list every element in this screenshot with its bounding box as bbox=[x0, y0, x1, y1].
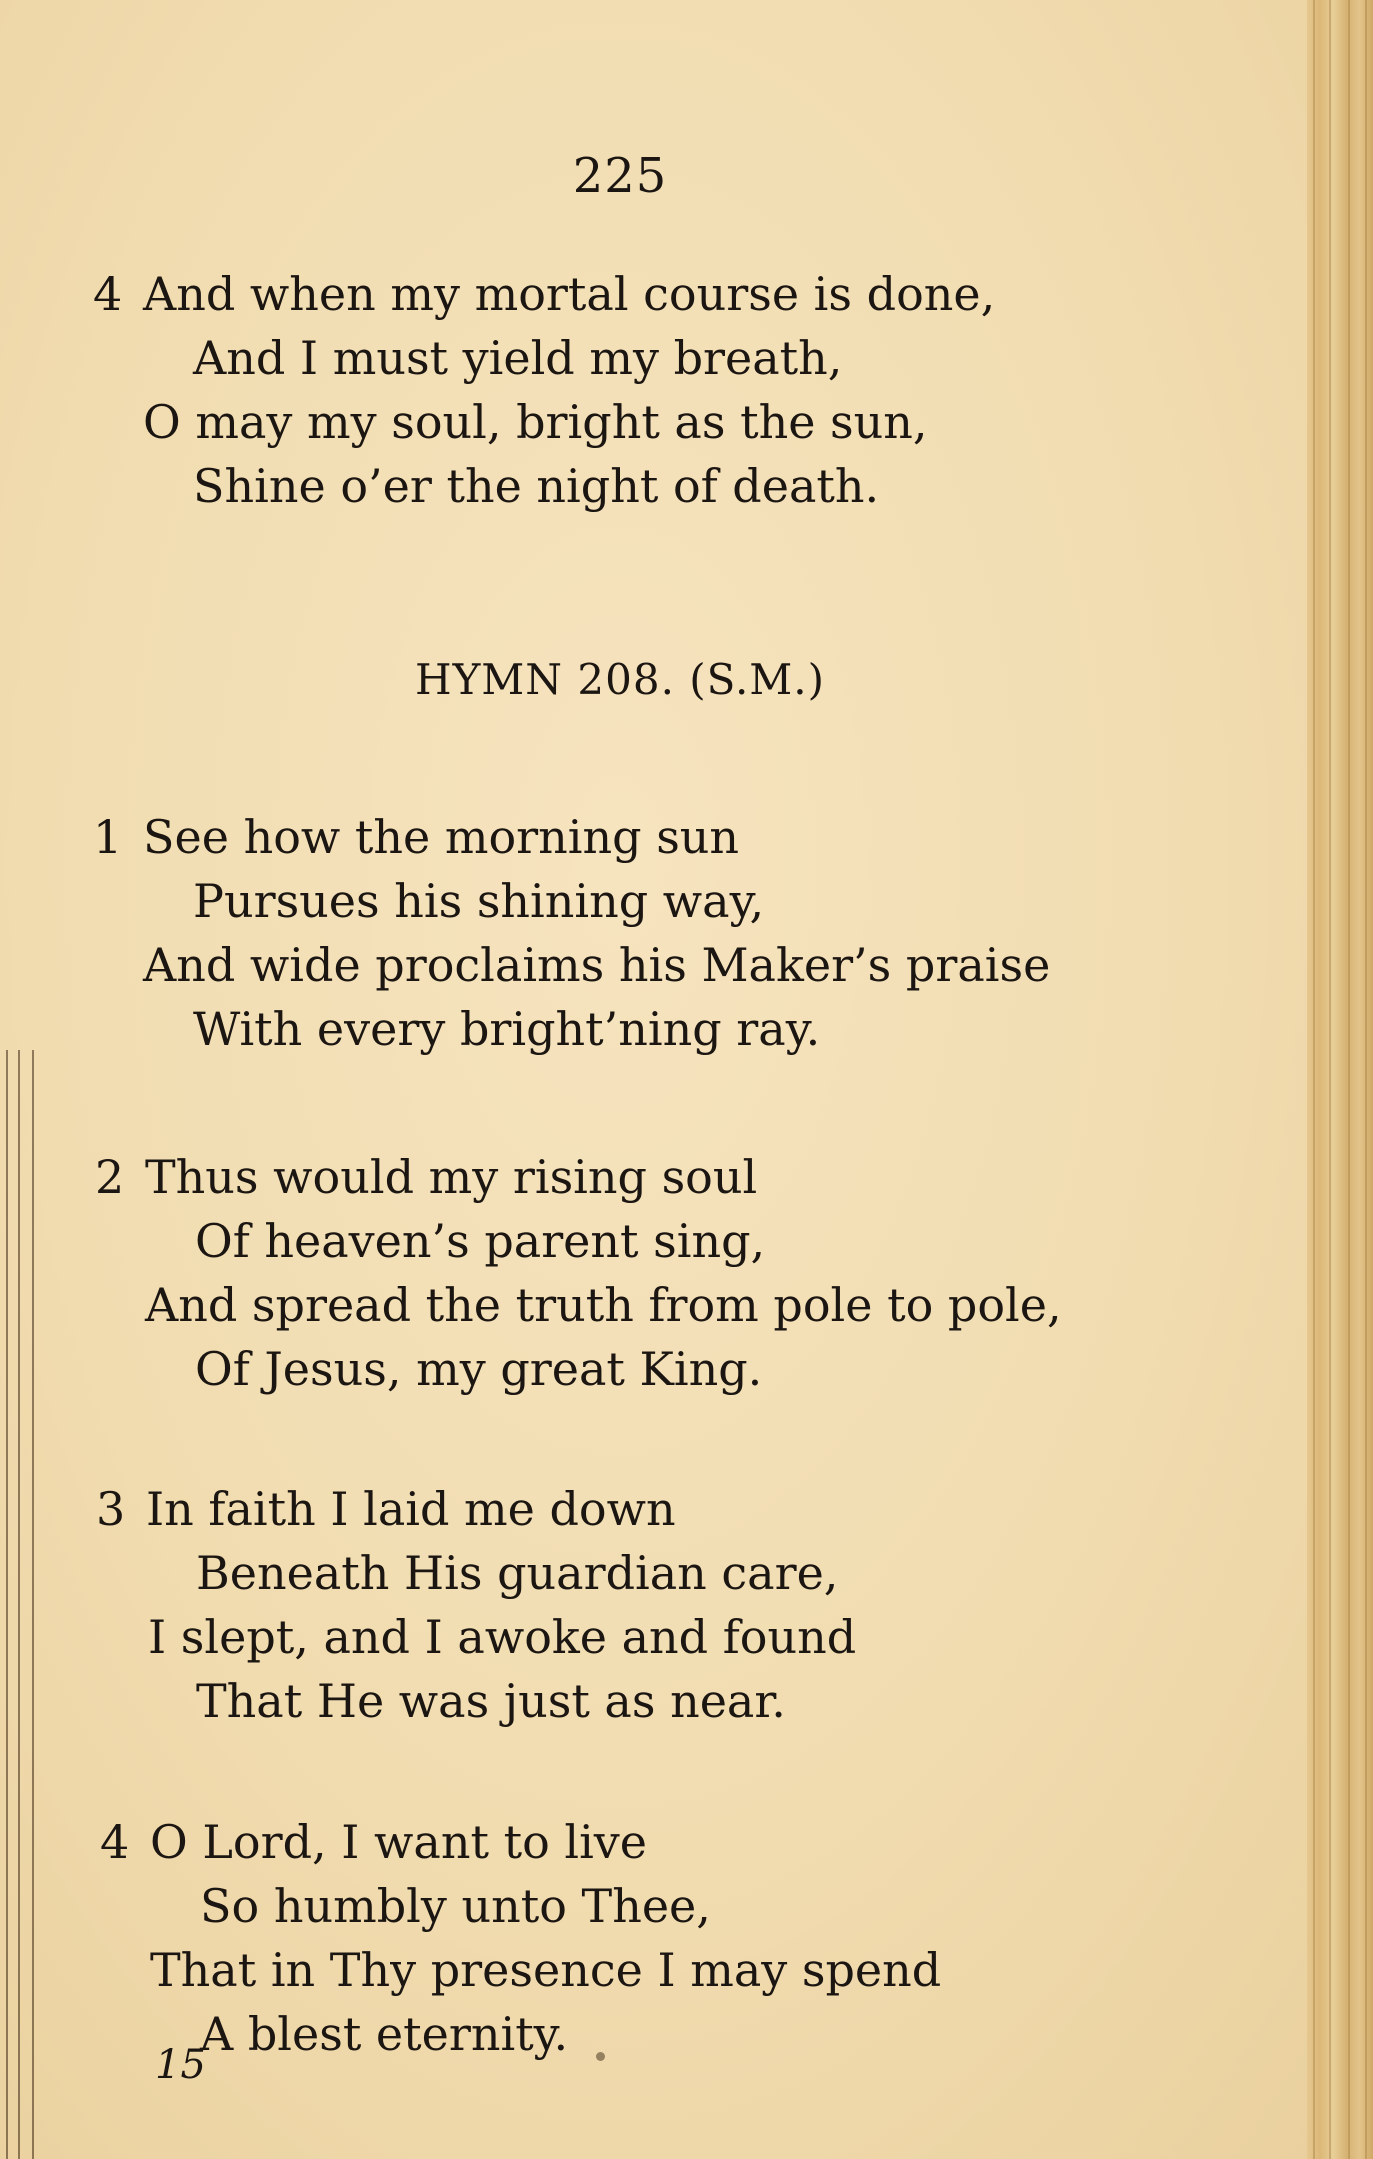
stanza-number: 2 bbox=[95, 1150, 125, 1204]
stanza-line: Shine o’er the night of death. bbox=[193, 459, 880, 513]
stanza-line: O may my soul, bright as the sun, bbox=[143, 395, 928, 449]
stanza-number: 4 bbox=[93, 267, 123, 321]
stanza-line: And I must yield my breath, bbox=[193, 331, 843, 385]
stanza-line: That He was just as near. bbox=[196, 1674, 786, 1728]
edge-line bbox=[18, 1050, 20, 2159]
stanza-line: Of Jesus, my great King. bbox=[195, 1342, 763, 1396]
stanza-number: 1 bbox=[93, 810, 123, 864]
page-number: 225 bbox=[572, 148, 668, 204]
stanza-line: And when my mortal course is done, bbox=[143, 267, 996, 321]
hymn-title: HYMN 208. (S.M.) bbox=[414, 655, 826, 704]
gutter-line bbox=[1329, 0, 1331, 2159]
gutter-line bbox=[1365, 0, 1367, 2159]
stanza-line: In faith I laid me down bbox=[146, 1482, 676, 1536]
stanza-number: 3 bbox=[96, 1482, 126, 1536]
stanza-number: 4 bbox=[100, 1815, 130, 1869]
edge-line bbox=[32, 1050, 34, 2159]
edge-line bbox=[6, 1050, 8, 2159]
stanza-line: With every bright’ning ray. bbox=[193, 1002, 821, 1056]
stanza-line: Pursues his shining way, bbox=[193, 874, 765, 928]
stanza-line: And wide proclaims his Maker’s praise bbox=[143, 938, 1051, 992]
stanza-line: I slept, and I awoke and found bbox=[148, 1610, 857, 1664]
stanza-line: And spread the truth from pole to pole, bbox=[145, 1278, 1062, 1332]
gutter-line bbox=[1313, 0, 1315, 2159]
ink-speck bbox=[596, 2052, 605, 2061]
stanza-line: See how the morning sun bbox=[143, 810, 740, 864]
stanza-line: A blest eternity. bbox=[200, 2007, 569, 2061]
stanza-line: O Lord, I want to live bbox=[150, 1815, 648, 1869]
stanza-line: Of heaven’s parent sing, bbox=[195, 1214, 766, 1268]
stanza-line: So humbly unto Thee, bbox=[200, 1879, 711, 1933]
stanza-line: Beneath His guardian care, bbox=[196, 1546, 839, 1600]
stanza-line: That in Thy presence I may spend bbox=[150, 1943, 942, 1997]
signature-mark: 15 bbox=[155, 2042, 206, 2088]
page-gutter bbox=[1307, 0, 1373, 2159]
gutter-line bbox=[1348, 0, 1350, 2159]
stanza-line: Thus would my rising soul bbox=[145, 1150, 758, 1204]
page-left-edge bbox=[0, 1050, 40, 2159]
